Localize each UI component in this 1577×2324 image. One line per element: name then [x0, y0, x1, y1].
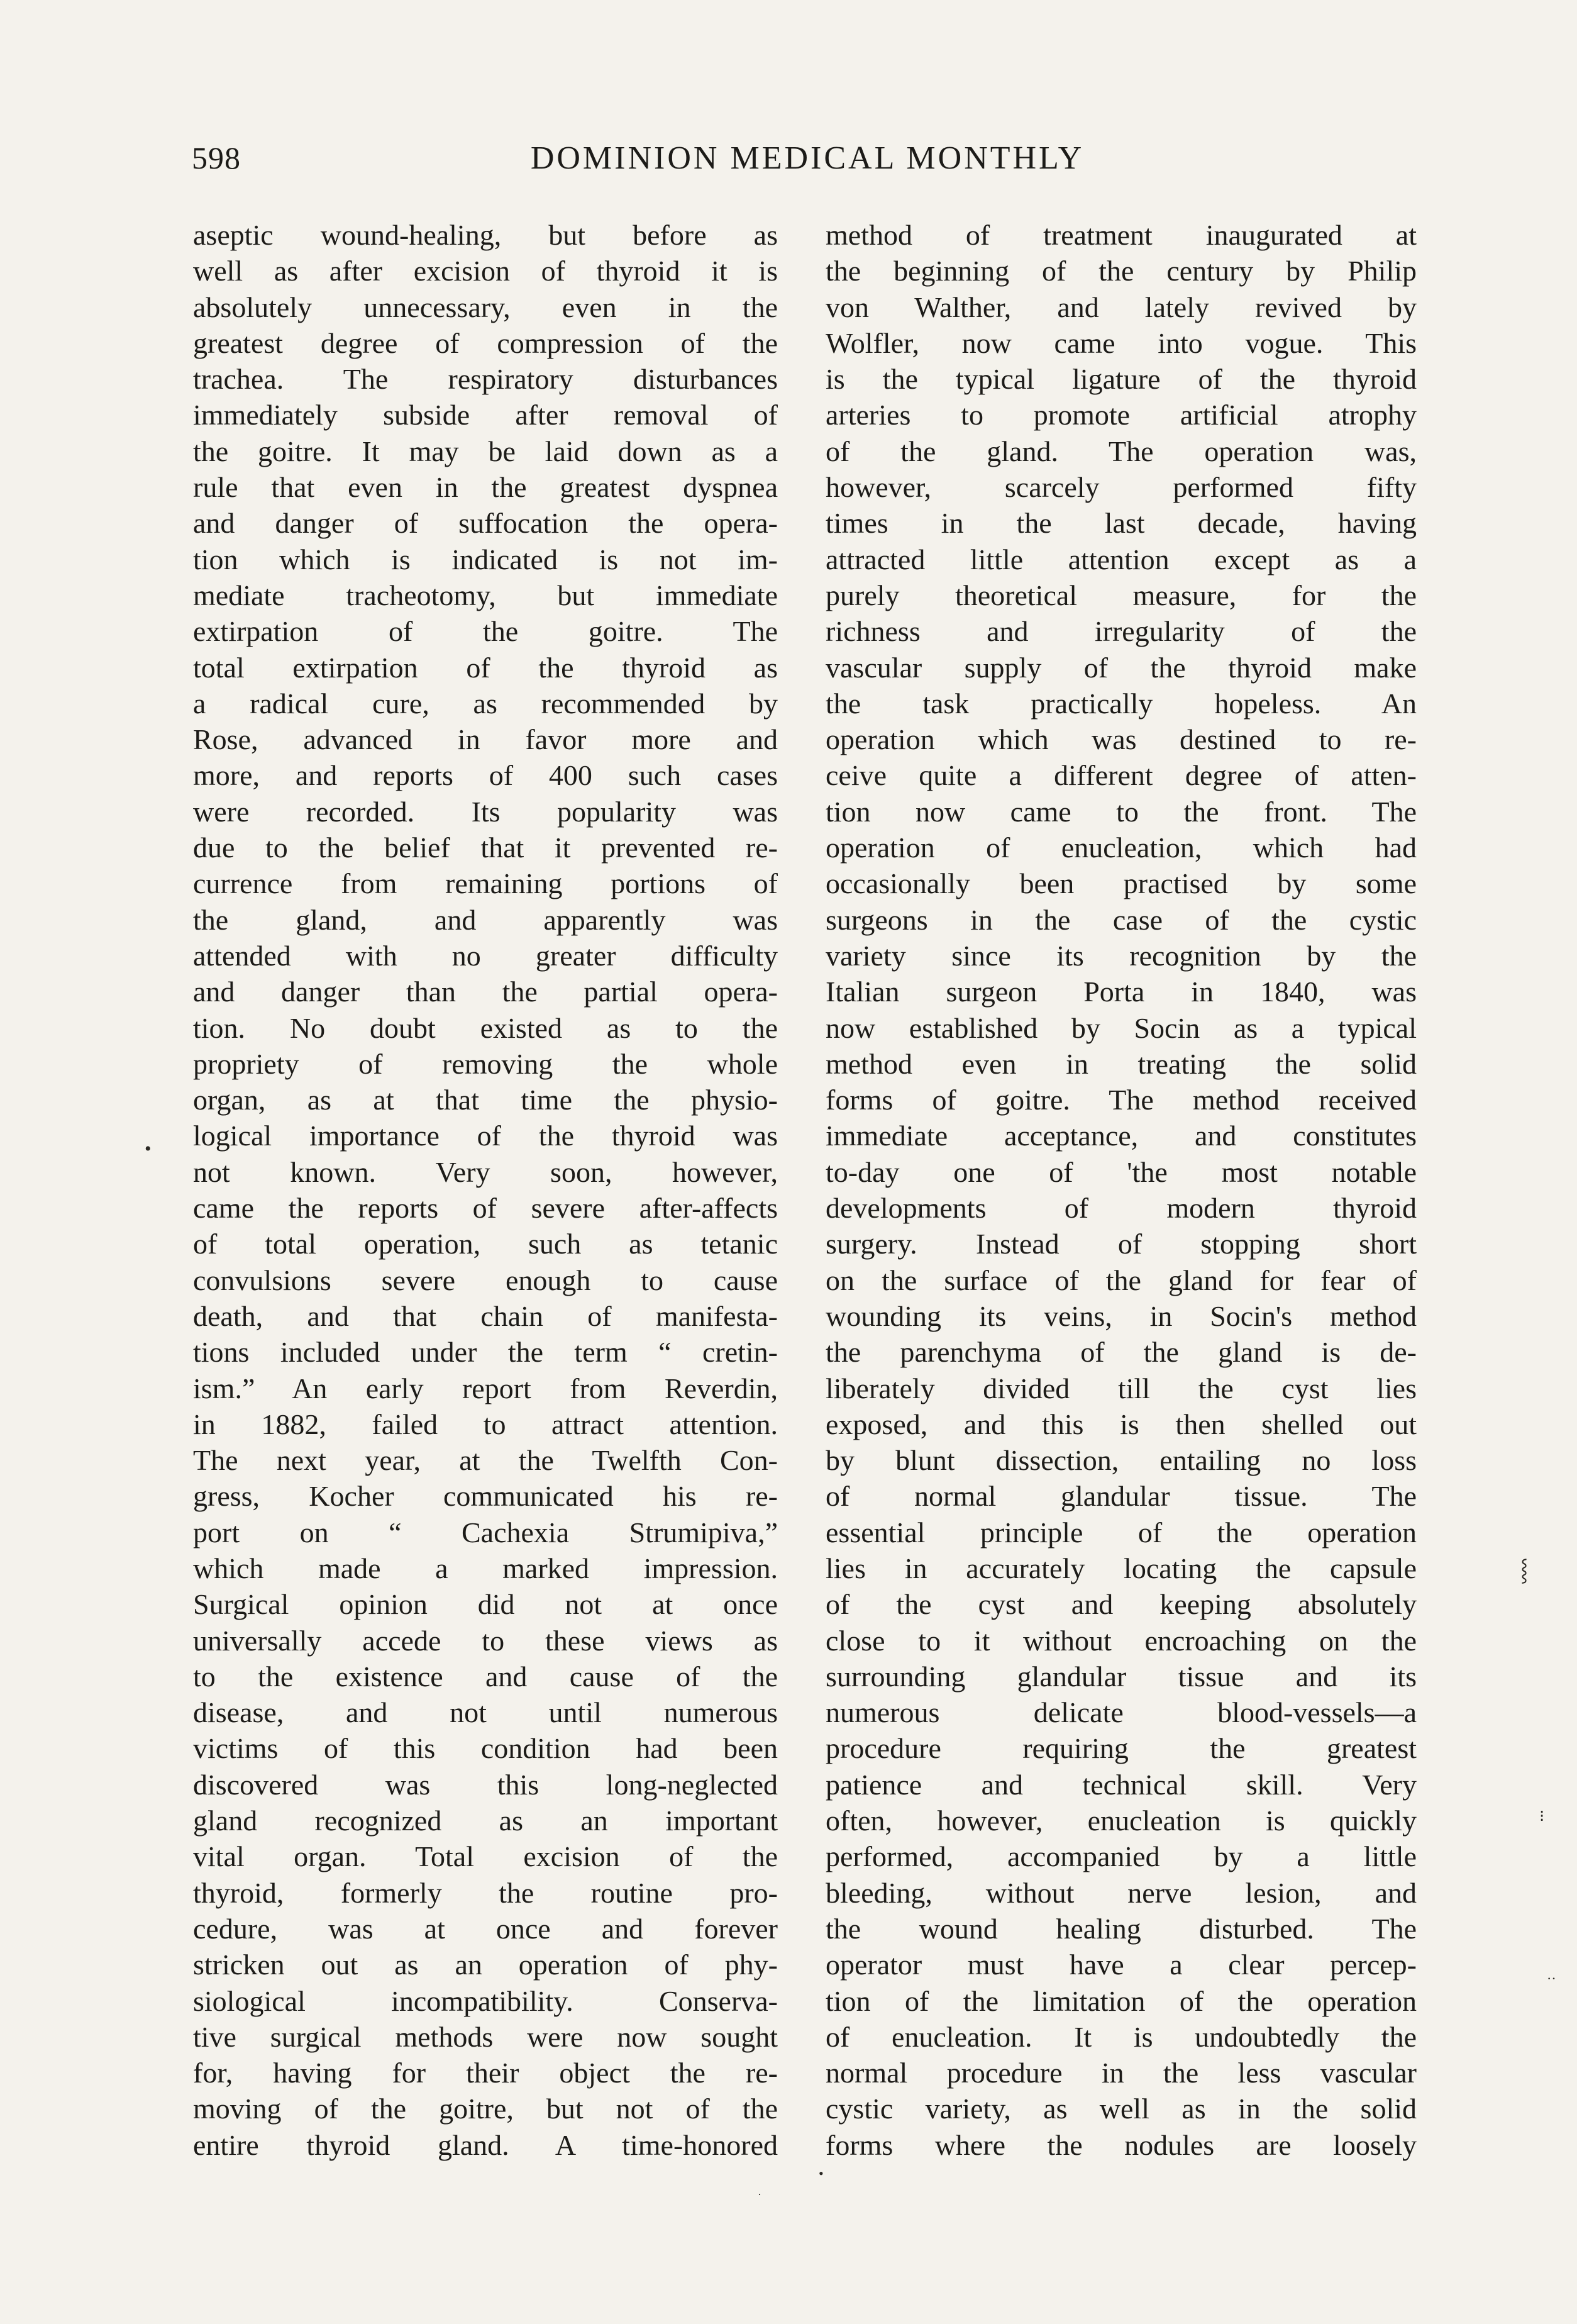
text-line: [193, 1623, 778, 1659]
text-line: [826, 1118, 1417, 1154]
text-line-content: aseptic wound-healing, but before as: [193, 219, 778, 251]
text-line-content: vital organ. Total excision of the: [193, 1840, 778, 1873]
text-line: [193, 1046, 778, 1082]
text-line: [193, 1838, 778, 1874]
text-line: [826, 542, 1417, 577]
text-line-content: and danger than the partial opera-: [193, 976, 778, 1008]
text-line-content: the task practically hopeless. An: [826, 687, 1417, 720]
text-line-content: came the reports of severe after-affects: [193, 1192, 778, 1225]
text-line-content: tion of the limitation of the operation: [826, 1984, 1417, 2017]
text-line-content: of normal glandular tissue. The: [826, 1480, 1417, 1513]
text-line-content: von Walther, and lately revived by: [826, 291, 1417, 323]
text-line: [193, 1082, 778, 1118]
text-line-content: times in the last decade, having: [826, 507, 1417, 540]
text-line-content: ceive quite a different degree of atten-: [826, 759, 1417, 792]
text-line-content: forms of goitre. The method received: [826, 1084, 1417, 1116]
text-line-content: lies in accurately locating the capsule: [826, 1552, 1417, 1584]
text-line-content: currence from remaining portions of: [193, 867, 778, 900]
text-line-content: Rose, advanced in favor more and: [193, 723, 778, 756]
text-line: [826, 1298, 1417, 1334]
text-line: [193, 1442, 778, 1478]
text-line: [826, 1983, 1417, 2019]
text-line-content: close to it without encroaching on the: [826, 1624, 1417, 1657]
text-line-content: patience and technical skill. Very: [826, 1768, 1417, 1801]
text-line: [826, 325, 1417, 361]
text-line-content: method of treatment inaugurated at: [826, 219, 1417, 251]
text-line-content: vascular supply of the thyroid make: [826, 651, 1417, 684]
text-line: [826, 757, 1417, 793]
text-line: [193, 397, 778, 433]
text-line-content: of total operation, such as tetanic: [193, 1228, 778, 1260]
text-line: [193, 1262, 778, 1298]
text-line-content: liberately divided till the cyst lies: [826, 1372, 1417, 1404]
text-line-content: purely theoretical measure, for the: [826, 579, 1417, 611]
text-line: [826, 1190, 1417, 1226]
text-line: [826, 397, 1417, 433]
text-line: [826, 650, 1417, 686]
text-line-content: tion which is indicated is not im-: [193, 543, 778, 575]
text-line: [826, 1226, 1417, 1262]
text-line: [193, 1515, 778, 1550]
text-line-content: which made a marked impression.: [193, 1552, 778, 1584]
text-line: [193, 613, 778, 649]
text-line: [826, 2091, 1417, 2127]
text-line-content: cedure, was at once and forever: [193, 1912, 778, 1945]
page-number: 598: [192, 140, 241, 175]
text-line-content: now established by Socin as a typical: [826, 1011, 1417, 1044]
text-line-content: on the surface of the gland for fear of: [826, 1264, 1417, 1296]
text-line: [193, 469, 778, 505]
text-line-content: siological incompatibility. Conserva-: [193, 1984, 778, 2017]
text-line: [193, 1406, 778, 1442]
text-line: [193, 1154, 778, 1190]
text-line-content: discovered was this long-neglected: [193, 1768, 778, 1801]
text-line-content: total extirpation of the thyroid as: [193, 651, 778, 684]
text-line: [826, 469, 1417, 505]
text-line: [826, 2127, 1417, 2163]
text-line-content: to-day one of 'the most notable: [826, 1155, 1417, 1188]
text-line: [193, 2127, 778, 2163]
text-line-content: richness and irregularity of the: [826, 615, 1417, 648]
text-line: [193, 2019, 778, 2055]
text-line: [826, 1586, 1417, 1622]
text-line-content: ism.” An early report from Reverdin,: [193, 1372, 778, 1404]
text-line-content: the parenchyma of the gland is de-: [826, 1336, 1417, 1369]
text-line-content: surrounding glandular tissue and its: [826, 1660, 1417, 1693]
text-line: [826, 505, 1417, 541]
text-line-content: gland recognized as an important: [193, 1804, 778, 1837]
text-line: [826, 253, 1417, 289]
text-line-content: mediate tracheotomy, but immediate: [193, 579, 778, 611]
text-line: [826, 830, 1417, 865]
text-line: [826, 1406, 1417, 1442]
text-line: [826, 1478, 1417, 1514]
text-line-content: operation which was destined to re-: [826, 723, 1417, 756]
text-line-content: death, and that chain of manifesta-: [193, 1299, 778, 1332]
text-line: [826, 577, 1417, 613]
text-line-content: tion. No doubt existed as to the: [193, 1011, 778, 1044]
text-line: [826, 1515, 1417, 1550]
text-line: [826, 1875, 1417, 1911]
text-line-content: the goitre. It may be laid down as a: [193, 435, 778, 467]
text-column-left: [193, 217, 778, 2163]
text-line: [193, 686, 778, 721]
text-line: [193, 1190, 778, 1226]
text-line: [193, 289, 778, 325]
text-line: [193, 974, 778, 1009]
text-line: [826, 1947, 1417, 1982]
scan-speck: ·: [758, 2188, 761, 2201]
text-line-content: stricken out as an operation of phy-: [193, 1949, 778, 1981]
text-line: [826, 1082, 1417, 1118]
text-line: [193, 577, 778, 613]
text-line: [193, 1875, 778, 1911]
text-line: [193, 865, 778, 901]
text-line-content: to the existence and cause of the: [193, 1660, 778, 1693]
text-line-content: immediately subside after removal of: [193, 399, 778, 431]
text-line: [826, 974, 1417, 1009]
text-line-content: rule that even in the greatest dyspnea: [193, 471, 778, 504]
scan-speck: •: [145, 1138, 152, 1159]
text-line-content: performed, accompanied by a little: [826, 1840, 1417, 1873]
text-line: [826, 1911, 1417, 1947]
text-line-content: logical importance of the thyroid was: [193, 1120, 778, 1152]
text-line: [826, 938, 1417, 974]
text-line: [826, 1623, 1417, 1659]
text-line-content: disease, and not until numerous: [193, 1696, 778, 1729]
text-line: [193, 542, 778, 577]
text-line-content: variety since its recognition by the: [826, 939, 1417, 972]
text-line-content: is the typical ligature of the thyroid: [826, 363, 1417, 396]
text-line-content: developments of modern thyroid: [826, 1192, 1417, 1225]
text-line-content: surgery. Instead of stopping short: [826, 1228, 1417, 1260]
text-line: [193, 1226, 778, 1262]
text-line-content: in 1882, failed to attract attention.: [193, 1408, 778, 1440]
text-line-content: victims of this condition had been: [193, 1732, 778, 1765]
margin-mark: ⁝: [1539, 1807, 1545, 1825]
text-line: [826, 1010, 1417, 1046]
text-line: [826, 361, 1417, 397]
text-line: [826, 1803, 1417, 1838]
text-line-content: attended with no greater difficulty: [193, 939, 778, 972]
text-line-content: the gland, and apparently was: [193, 903, 778, 936]
text-line-content: by blunt dissection, entailing no loss: [826, 1444, 1417, 1477]
text-line: [193, 1911, 778, 1947]
text-line-content: method even in treating the solid: [826, 1047, 1417, 1080]
text-line-content: thyroid, formerly the routine pro-: [193, 1876, 778, 1909]
scan-speck: ··: [1547, 1971, 1556, 1986]
text-line-content: Wolfler, now came into vogue. This: [826, 326, 1417, 359]
text-line: [826, 1550, 1417, 1586]
text-line: [193, 217, 778, 253]
text-line-content: however, scarcely performed fifty: [826, 471, 1417, 504]
text-line-content: and danger of suffocation the opera-: [193, 507, 778, 540]
text-line: [193, 650, 778, 686]
text-line-content: Surgical opinion did not at once: [193, 1588, 778, 1621]
text-line-content: tions included under the term “ cretin-: [193, 1336, 778, 1369]
text-line-content: Italian surgeon Porta in 1840, was: [826, 976, 1417, 1008]
text-line-content: bleeding, without nerve lesion, and: [826, 1876, 1417, 1909]
text-line: [826, 794, 1417, 830]
text-line: [826, 865, 1417, 901]
text-line: [826, 1442, 1417, 1478]
text-line: [193, 361, 778, 397]
text-line-content: convulsions severe enough to cause: [193, 1264, 778, 1296]
text-line: [193, 1334, 778, 1370]
text-line: [193, 1586, 778, 1622]
text-line-content: surgeons in the case of the cystic: [826, 903, 1417, 936]
text-line-content: organ, as at that time the physio-: [193, 1084, 778, 1116]
text-line: [826, 1370, 1417, 1406]
text-line: [826, 1694, 1417, 1730]
text-line: [826, 1767, 1417, 1803]
text-line: [193, 1694, 778, 1730]
text-line-content: operation of enucleation, which had: [826, 831, 1417, 864]
text-line-content: universally accede to these views as: [193, 1624, 778, 1657]
text-line: [193, 505, 778, 541]
text-line-content: well as after excision of thyroid it is: [193, 255, 778, 287]
text-line: [193, 2091, 778, 2127]
text-line-content: forms where the nodules are loosely: [826, 2128, 1417, 2161]
text-line: [826, 1730, 1417, 1766]
text-line: [826, 1262, 1417, 1298]
text-line-content: often, however, enucleation is quickly: [826, 1804, 1417, 1837]
text-line: [826, 1046, 1417, 1082]
journal-title: DOMINION MEDICAL MONTHLY: [530, 140, 1085, 176]
text-line-content: immediate acceptance, and constitutes: [826, 1120, 1417, 1152]
text-line: [193, 1298, 778, 1334]
text-line-content: more, and reports of 400 such cases: [193, 759, 778, 792]
text-line: [826, 1334, 1417, 1370]
text-line-content: trachea. The respiratory disturbances: [193, 363, 778, 396]
text-line: [193, 433, 778, 469]
text-line-content: extirpation of the goitre. The: [193, 615, 778, 648]
text-line: [826, 686, 1417, 721]
text-line: [193, 1478, 778, 1514]
text-line: [826, 613, 1417, 649]
text-line-content: procedure requiring the greatest: [826, 1732, 1417, 1765]
text-line-content: operator must have a clear percep-: [826, 1949, 1417, 1981]
margin-mark: ⸾: [1520, 1559, 1529, 1582]
text-line: [193, 1983, 778, 2019]
text-line-content: absolutely unnecessary, even in the: [193, 291, 778, 323]
text-line: [826, 2055, 1417, 2091]
text-line-content: arteries to promote artificial atrophy: [826, 399, 1417, 431]
text-line: [826, 902, 1417, 938]
running-header: [192, 140, 1423, 184]
text-line: [193, 757, 778, 793]
text-line: [193, 1659, 778, 1694]
text-line-content: the beginning of the century by Philip: [826, 255, 1417, 287]
text-line-content: propriety of removing the whole: [193, 1047, 778, 1080]
text-line-content: tive surgical methods were now sought: [193, 2020, 778, 2053]
text-line-content: not known. Very soon, however,: [193, 1155, 778, 1188]
text-line-content: essential principle of the operation: [826, 1516, 1417, 1548]
text-line: [193, 1730, 778, 1766]
text-line-content: greatest degree of compression of the: [193, 326, 778, 359]
text-line-content: normal procedure in the less vascular: [826, 2057, 1417, 2089]
text-line-content: gress, Kocher communicated his re-: [193, 1480, 778, 1513]
text-line-content: the wound healing disturbed. The: [826, 1912, 1417, 1945]
text-line-content: tion now came to the front. The: [826, 795, 1417, 828]
text-line-content: of enucleation. It is undoubtedly the: [826, 2020, 1417, 2053]
text-line: [826, 217, 1417, 253]
text-line: [193, 1803, 778, 1838]
scan-speck: •: [819, 2166, 824, 2181]
text-line: [193, 2055, 778, 2091]
text-line-content: due to the belief that it prevented re-: [193, 831, 778, 864]
text-line: [826, 721, 1417, 757]
text-line-content: numerous delicate blood-vessels—a: [826, 1696, 1417, 1729]
text-line: [193, 253, 778, 289]
text-line: [193, 794, 778, 830]
text-line-content: port on “ Cachexia Strumipiva,”: [193, 1516, 778, 1548]
text-line-content: The next year, at the Twelfth Con-: [193, 1444, 778, 1477]
text-line-content: entire thyroid gland. A time-honored: [193, 2128, 778, 2161]
text-line-content: cystic variety, as well as in the solid: [826, 2093, 1417, 2125]
text-line: [193, 830, 778, 865]
text-line: [826, 289, 1417, 325]
text-line-content: occasionally been practised by some: [826, 867, 1417, 900]
text-line-content: of the cyst and keeping absolutely: [826, 1588, 1417, 1621]
text-line-content: for, having for their object the re-: [193, 2057, 778, 2089]
text-line: [193, 902, 778, 938]
text-line: [826, 433, 1417, 469]
text-column-right: [826, 217, 1417, 2163]
text-line: [193, 938, 778, 974]
text-line-content: moving of the goitre, but not of the: [193, 2093, 778, 2125]
text-line-content: exposed, and this is then shelled out: [826, 1408, 1417, 1440]
text-line: [826, 1154, 1417, 1190]
text-line-content: of the gland. The operation was,: [826, 435, 1417, 467]
text-line-content: a radical cure, as recommended by: [193, 687, 778, 720]
text-line: [193, 1767, 778, 1803]
text-line: [193, 325, 778, 361]
text-line-content: attracted little attention except as a: [826, 543, 1417, 575]
text-line: [193, 1370, 778, 1406]
text-line: [193, 721, 778, 757]
text-line: [193, 1947, 778, 1982]
text-line: [826, 1659, 1417, 1694]
text-line: [193, 1550, 778, 1586]
text-line-content: wounding its veins, in Socin's method: [826, 1299, 1417, 1332]
text-line-content: were recorded. Its popularity was: [193, 795, 778, 828]
text-line: [826, 1838, 1417, 1874]
text-line: [826, 2019, 1417, 2055]
text-line: [193, 1010, 778, 1046]
text-line: [193, 1118, 778, 1154]
